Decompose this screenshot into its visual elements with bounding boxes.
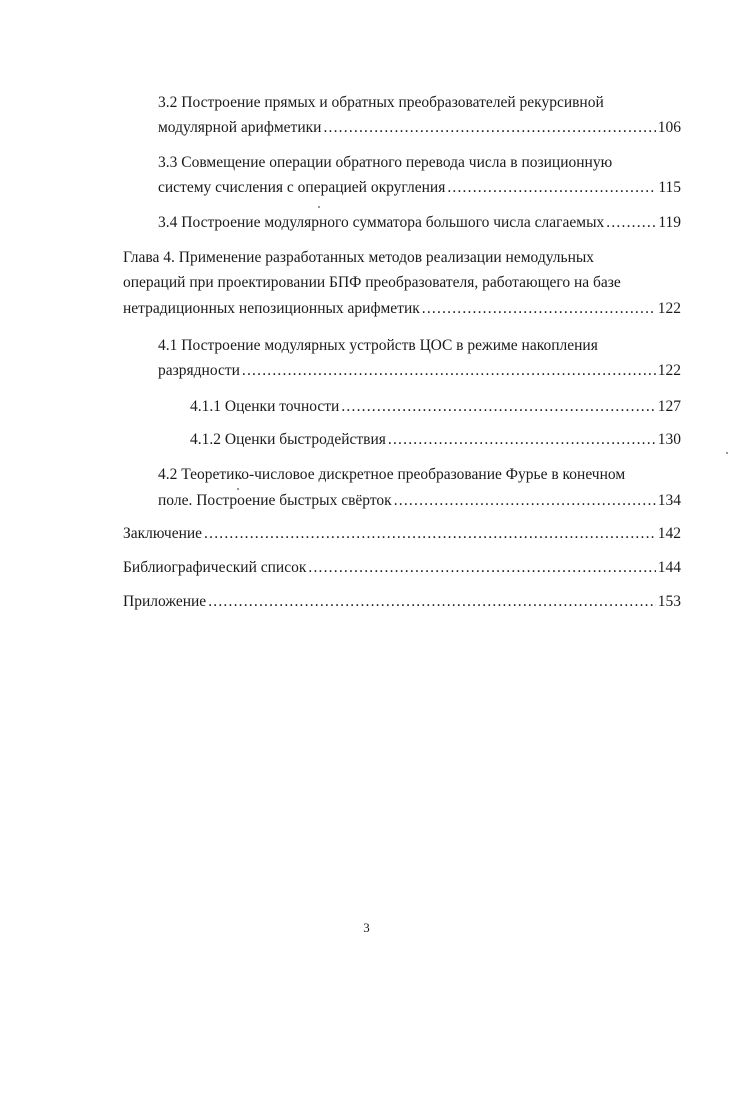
toc-entry-3-2-line1: 3.2 Построение прямых и обратных преобразователей рекурсивной <box>158 94 604 111</box>
toc-page-number: 130 <box>657 431 681 448</box>
toc-bibliography[interactable] <box>123 558 681 578</box>
toc-page-number: 122 <box>657 362 681 379</box>
toc-page-number: 144 <box>657 559 681 576</box>
toc-entry-4-1-2-text: 4.1.2 Оценки быстродействия <box>190 431 386 448</box>
page-number: 3 <box>363 920 370 935</box>
toc-entry-4-1-line2: разрядности <box>158 362 240 379</box>
toc-conclusion[interactable] <box>123 524 681 544</box>
toc-entry-4-2-line1: 4.2 Теоретико-числовое дискретное преобразование Фурье в конечном <box>158 466 626 483</box>
dot-leader <box>606 213 656 233</box>
toc-entry-4-1-1-text: 4.1.1 Оценки точности <box>190 398 340 415</box>
toc-entry-4-2-line2: поле. Построение быстрых свёрток <box>158 492 392 509</box>
dot-leader <box>323 118 655 138</box>
toc-page-number: 119 <box>658 214 681 231</box>
toc-entry-4-1[interactable] <box>158 361 681 381</box>
toc-entry-3-3-line1: 3.3 Совмещение операции обратного перевода числа в позиционную <box>158 154 613 171</box>
dot-leader <box>204 524 656 544</box>
toc-page-number: 106 <box>657 119 681 136</box>
toc-entry-3-4-text: 3.4 Построение модулярного сумматора большого числа слагаемых <box>158 214 605 231</box>
toc-page-number: 134 <box>657 492 681 509</box>
toc-entry-3-2-line2: модулярной арифметики <box>158 119 322 136</box>
toc-chapter-4-line3: нетрадиционных непозиционных арифметик <box>123 300 420 317</box>
dot-leader <box>447 178 656 198</box>
scan-speck <box>726 452 728 454</box>
dot-leader <box>242 361 656 381</box>
toc-chapter-4-line1: Глава 4. Применение разработанных методов реализации немодульных <box>123 249 595 266</box>
toc-entry-3-2[interactable] <box>158 118 681 138</box>
toc-entry-4-1-1[interactable] <box>190 397 681 417</box>
dot-leader <box>394 491 656 511</box>
toc-entry-4-2[interactable] <box>158 491 681 511</box>
toc-chapter-4-line2: операций при проектировании БПФ преобразователя, работающего на базе <box>123 274 621 291</box>
toc-appendix-text: Приложение <box>123 593 207 610</box>
dot-leader <box>208 592 656 612</box>
toc-page-number: 115 <box>658 179 681 196</box>
toc-conclusion-text: Заключение <box>123 525 203 542</box>
dot-leader <box>341 397 655 417</box>
toc-chapter-4[interactable] <box>123 299 681 319</box>
toc-entry-3-3-line2: систему счисления с операцией округления <box>158 179 446 196</box>
scan-speck <box>237 488 239 490</box>
dot-leader <box>422 299 656 319</box>
toc-page-number: 127 <box>657 398 681 415</box>
dot-leader <box>308 558 655 578</box>
toc-entry-4-1-line1: 4.1 Построение модулярных устройств ЦОС в режиме накопления <box>158 337 598 354</box>
toc-page-number: 142 <box>657 525 681 542</box>
toc-entry-4-1-2[interactable] <box>190 430 681 450</box>
toc-entry-3-3[interactable] <box>158 178 681 198</box>
toc-page-number: 122 <box>657 300 681 317</box>
toc-bibliography-text: Библиографический список <box>123 559 307 576</box>
toc-appendix[interactable] <box>123 592 681 612</box>
dot-leader <box>388 430 656 450</box>
toc-page-number: 153 <box>657 593 681 610</box>
toc-entry-3-4[interactable] <box>158 213 681 233</box>
scan-speck <box>318 206 320 208</box>
